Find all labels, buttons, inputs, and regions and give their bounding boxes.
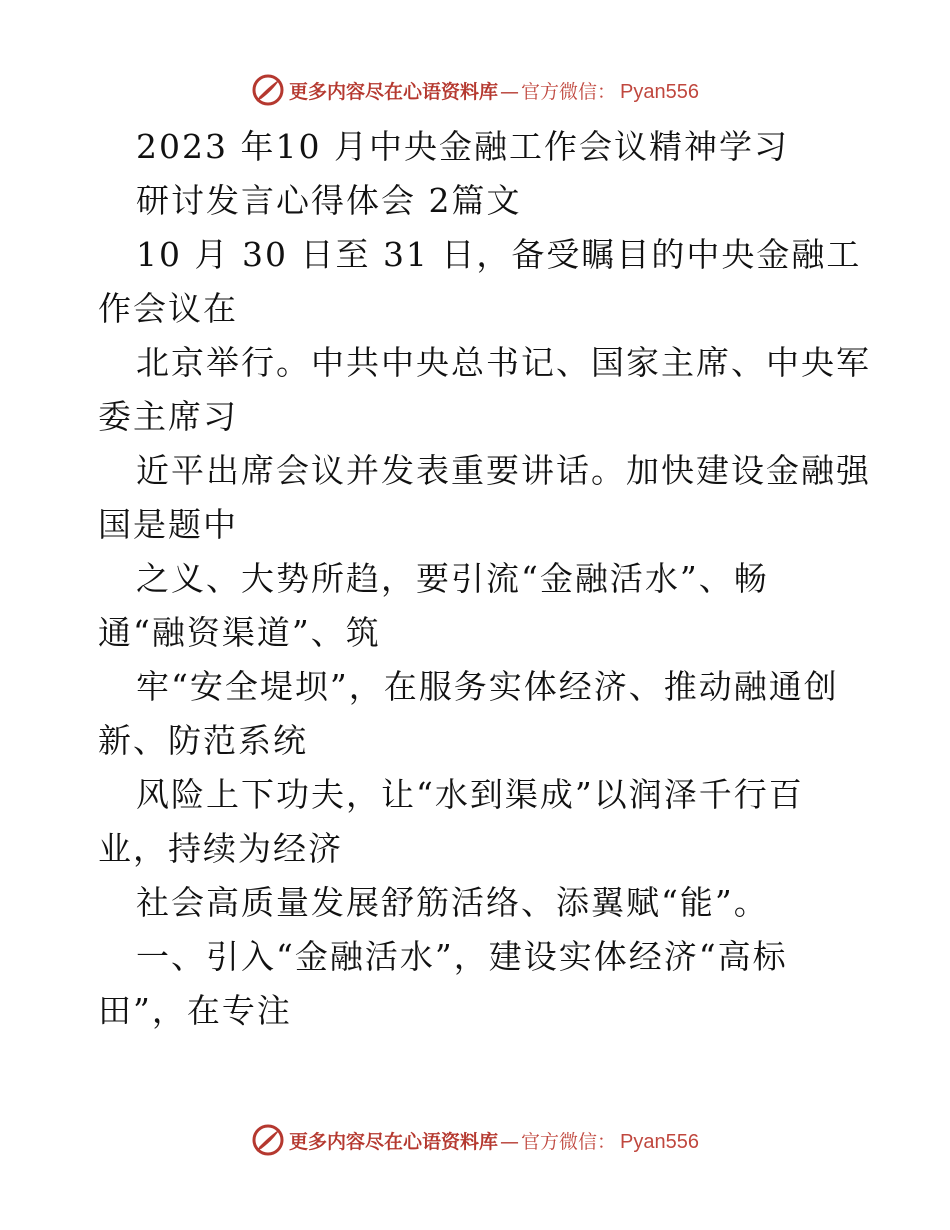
text-line: 北京举行。中共中央总书记、国家主席、中央军 (136, 343, 871, 382)
quill-logo-icon (251, 73, 285, 107)
footer-watermark-banner (0, 1120, 950, 1160)
banner-dash: — (500, 1130, 520, 1153)
text-line: 社会高质量发展舒筋活络、添翼赋“能”。 (136, 883, 769, 922)
document-body (98, 120, 871, 1038)
title-line-1: 2023 年10 月中央金融工作会议精神学习 (136, 127, 789, 166)
text-line: 一、引入“金融活水”，建设实体经济“高标 (136, 937, 788, 976)
text-line: 牢“安全堤坝”，在服务实体经济、推动融通创 (136, 667, 839, 706)
text-line: 风险上下功夫，让“水到渠成”以润泽千行百 (136, 775, 804, 814)
text-line: 国是题中 (98, 505, 238, 544)
text-line: 10 月 30 日至 31 日，备受瞩目的中央金融工 (136, 235, 862, 274)
text-line: 之义、大势所趋，要引流“金融活水”、畅 (136, 559, 769, 598)
text-line: 田”，在专注 (98, 991, 292, 1030)
banner-wechat-id: Pyan556 (620, 1130, 699, 1153)
quill-logo-icon (251, 1123, 285, 1157)
banner-dash: — (500, 80, 520, 103)
banner-site-name: 更多内容尽在心语资料库 (289, 1130, 499, 1153)
text-line: 作会议在 (98, 289, 238, 328)
banner-wechat-id: Pyan556 (620, 80, 699, 103)
header-watermark-banner (0, 70, 950, 110)
text-line: 近平出席会议并发表重要讲话。加快建设金融强 (136, 451, 871, 490)
text-line: 新、防范系统 (98, 721, 308, 760)
text-line: 业，持续为经济 (98, 829, 343, 868)
banner-wechat-label: 官方微信： (521, 1130, 617, 1153)
banner-site-name: 更多内容尽在心语资料库 (289, 80, 499, 103)
text-line: 通“融资渠道”、筑 (98, 613, 381, 652)
text-line: 委主席习 (98, 397, 238, 436)
title-line-2: 研讨发言心得体会 2篇文 (136, 181, 522, 220)
banner-wechat-label: 官方微信： (521, 80, 617, 103)
